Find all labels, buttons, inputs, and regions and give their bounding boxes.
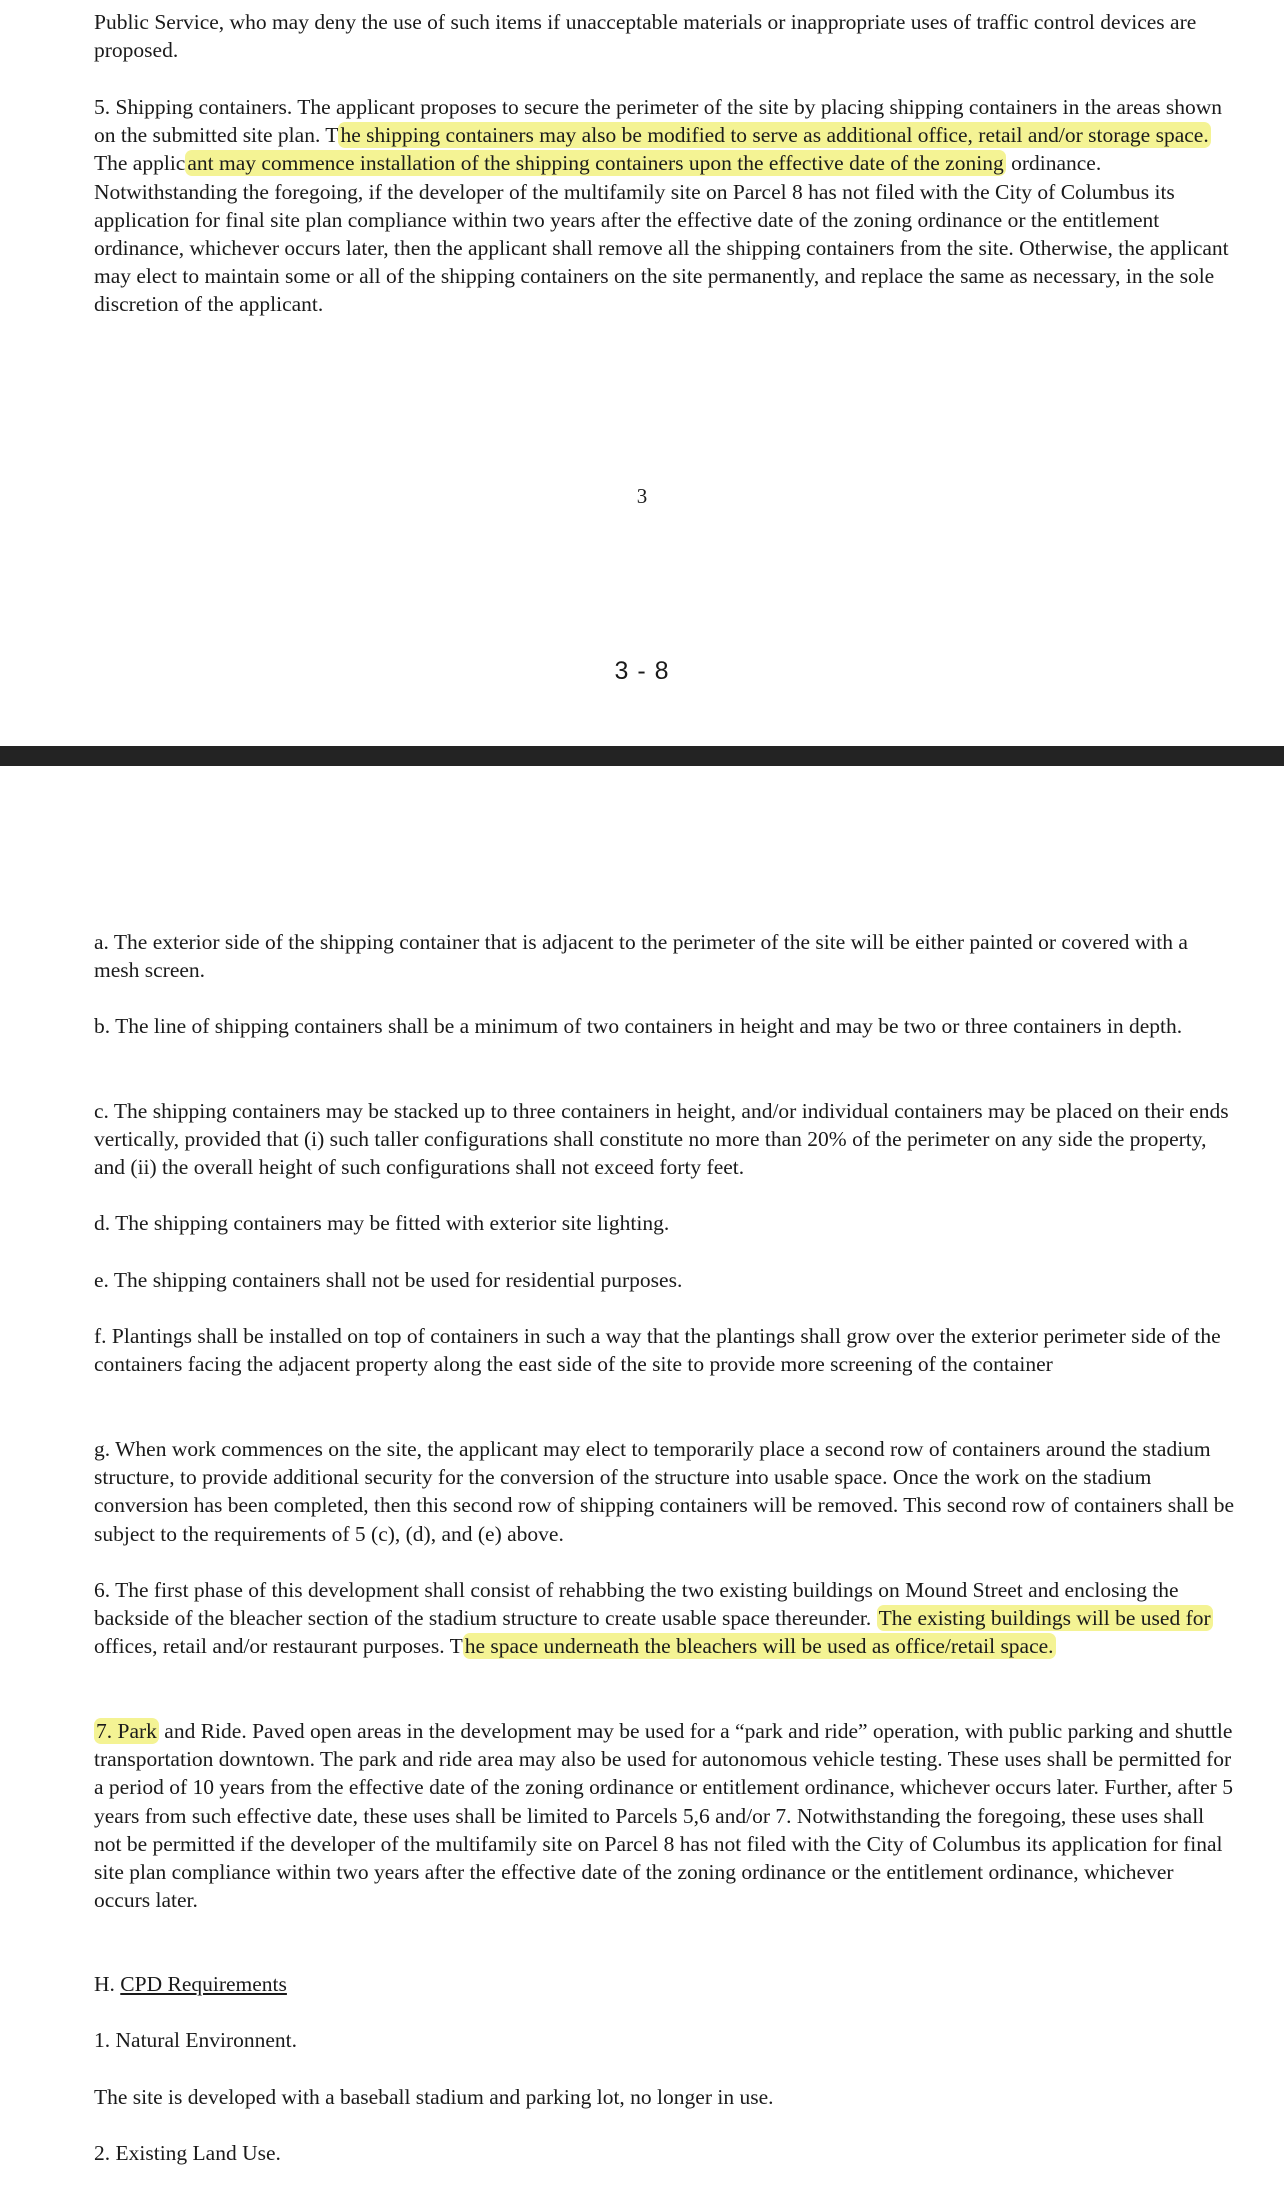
list-item-e: e. The shipping containers shall not be used for residential purposes. [94, 1268, 683, 1292]
list-item-c: c. The shipping containers may be stacked up to three containers in height, and/or individual containers may be placed on their ends vertically, provided that (i) such taller configurations shall constitute no more than 20% of the perimeter on any side the property, and (ii) the overall height of such configurations shall not exceed forty feet. [94, 1099, 1229, 1180]
heading-letter: H. [94, 1972, 121, 1996]
page-number: 3 [636, 484, 648, 508]
highlighted-text: 7. Park [96, 1719, 157, 1743]
para5-text-a: 5. Shipping containers. The applicant proposes to secure the perimeter of the site by placing shipping containers in the areas shown on the submitted site plan. T [94, 95, 1223, 148]
page-label: 3 - 8 [614, 657, 670, 685]
section-heading-h [94, 1970, 1234, 1998]
item7-text: and Ride. Paved open areas in the development may be used for a “park and ride” operation, with public parking and shuttle transportation downtown. The park and ride area may also be used for autonomous vehicle testing. These uses shall be permitted for a period of 10 years from the effective date of the zoning ordinance or entitlement ordinance, whichever occurs later. Further, after 5 years from such effective date, these uses shall be limited to Parcels 5,6 and/or 7. Notwithstanding the foregoing, these uses shall not be permitted if the developer of the multifamily site on Parcel 8 has not filed with the City of Columbus its application for final site plan compliance within two years after the effective date of the zoning ordinance or the entitlement ordinance, whichever occurs later. [94, 1719, 1233, 1913]
paragraph-5-shipping-containers [94, 93, 1234, 319]
para5-text-b: The applic [94, 151, 186, 176]
item6-text-a: 6. The first phase of this development shall consist of rehabbing the two existing buildings on Mound Street and enclosing the backside of the bleacher section of the stadium structure to create usable space thereunder. [94, 1578, 1179, 1631]
paragraph-7-park-and-ride [94, 1717, 1234, 1914]
list-item-f: f. Plantings shall be installed on top of containers in such a way that the plantings shall grow over the exterior perimeter side of the containers facing the adjacent property along the east side of the site to provide more screening of the container [94, 1324, 1221, 1377]
cropped-text-line [94, 0, 1234, 2]
list-item-g: g. When work commences on the site, the applicant may elect to temporarily place a second row of containers around the stadium structure, to provide additional security for the conversion of the structure into usable space. Once the work on the stadium conversion has been completed, then this second row of shipping containers will be removed. This second row of containers shall be subject to the requirements of 5 (c), (d), and (e) above. [94, 1437, 1235, 1546]
paragraph-6-first-phase [94, 1576, 1234, 1661]
heading-cpd-requirements: CPD Requirements [120, 1972, 287, 1996]
highlighted-text: ant may commence installation of the shipping containers upon the effective date of the zoning [187, 151, 1004, 176]
list-item-2: 2. Existing Land Use. [94, 2141, 281, 2165]
document-page-top [0, 0, 1284, 740]
list-item-d: d. The shipping containers may be fitted with exterior site lighting. [94, 1211, 670, 1235]
list-item-1-text: The site is developed with a baseball stadium and parking lot, no longer in use. [94, 2085, 774, 2109]
list-item-a: a. The exterior side of the shipping container that is adjacent to the perimeter of the site will be either painted or covered with a mesh screen. [94, 930, 1188, 983]
item6-text-b: offices, retail and/or restaurant purposes. T [94, 1634, 463, 1659]
highlighted-text: he space underneath the bleachers will be used as office/retail space. [464, 1634, 1054, 1659]
list-item-b: b. The line of shipping containers shall be a minimum of two containers in height and may be two or three containers in depth. [94, 1014, 1183, 1038]
highlighted-text: The existing buildings will be used for [878, 1606, 1211, 1631]
highlighted-text: he shipping containers may also be modified to serve as additional office, retail and/or storage space. [340, 123, 1209, 148]
para5-text-c: ordinance. Notwithstanding the foregoing, if the developer of the multifamily site on Parcel 8 has not filed with the City of Columbus its application for final site plan compliance within two years after the effective date of the zoning ordinance or the entitlement ordinance, whichever occurs later, then the applicant shall remove all the shipping containers from the site. Otherwise, the applicant may elect to maintain some or all of the shipping containers on the site permanently, and replace the same as necessary, in the sole discretion of the applicant. [94, 151, 1229, 317]
intro-paragraph: Public Service, who may deny the use of such items if unacceptable materials or inappropriate uses of traffic control devices are proposed. [94, 10, 1197, 63]
list-item-1: 1. Natural Environnent. [94, 2028, 298, 2052]
document-page-bottom [0, 766, 1284, 2190]
